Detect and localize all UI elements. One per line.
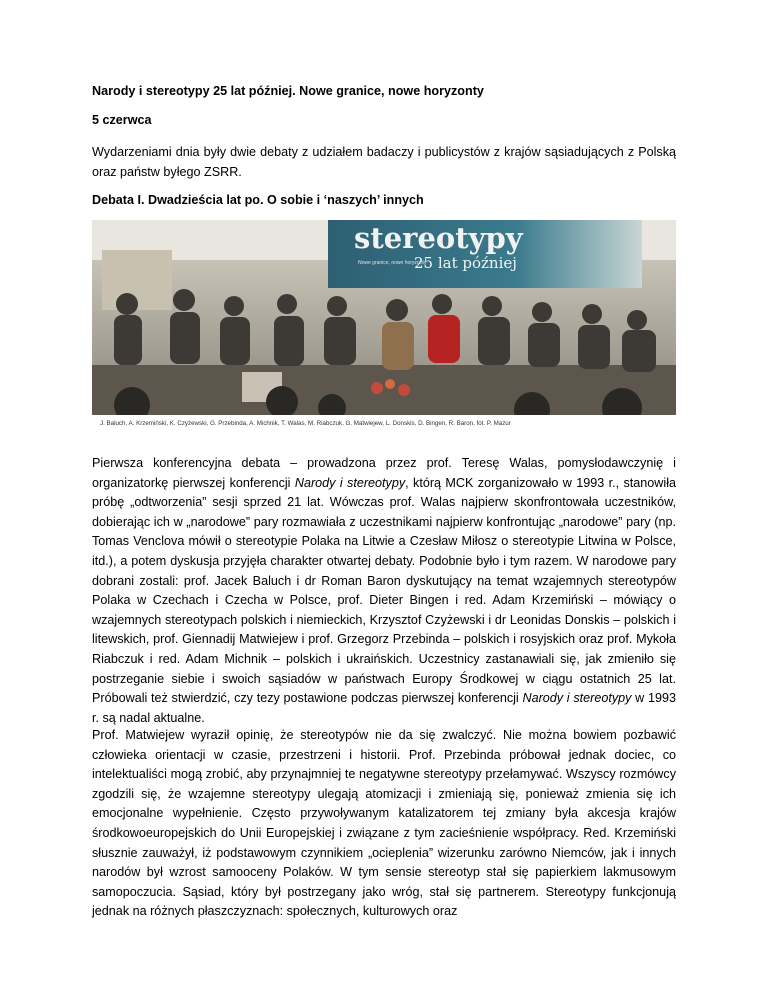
paragraph-1-part-2: , którą MCK zorganizowało w 1993 r., stanowiła próbę „odtworzenia” sesji sprzed 21 lat. Wówczas prof. Walas najpierw skonfrontowała uczestników, dobierając ich w „narodowe” pary rozmawiała z uczestnikami najpierw konfrontując „narodowe” pary (np. Tomas Venclova mówił o stereotypie Polaka na Litwie a Czesław Miłosz o stereotypie Litwina w Polsce, itd.), a potem dyskusja przyjęła charakter otwartej debaty. Podobnie było i tym razem. W narodowe pary dobrani zostali: prof. Jacek Baluch i dr Roman Baron dyskutujący na temat wzajemnych stereotypów Polaka w Czechach i Czecha w Polsce, prof. Dieter Bingen i red. Adam Krzemiński – mówiący o wzajemnych stereotypach polskich i niemieckich, Krzysztof Czyżewski i dr Leonidas Donskis – polskich i litewskich, prof. Giennadij Matwiejew i prof. Grzegorz Przebinda – polskich i rosyjskich oraz prof. Mykoła Riabczuk i red. Adam Michnik – polskich i ukraińskich. Uczestnicy zastanawiali się, jak zmieniło się postrzeganie siebie i swoich sąsiadów w państwach Europy Środkowej w ciągu ostatnich 25 lat. Próbowali też stwierdzić, czy tezy postawione podczas pierwszej konferencji xyxy=(92,475,676,706)
debate-heading: Debata I. Dwadzieścia lat po. O sobie i ‘naszych’ innych xyxy=(92,193,424,207)
banner-small: Nowe granice, nowe horyzonty xyxy=(358,260,427,266)
banner-word: stereotypy xyxy=(354,221,523,255)
paragraph-1-part-1: Pierwsza konferencyjna debata – prowadzona przez prof. Teresę Walas, pomysłodawczynię i organizatorkę pierwszej konferencji xyxy=(92,456,676,490)
document-title: Narody i stereotypy 25 lat później. Nowe granice, nowe horyzonty xyxy=(92,84,484,98)
event-date: 5 czerwca xyxy=(92,113,152,127)
photo-caption: J. Baluch, A. Krzemiński, K. Czyżewski, G. Przebinda, A. Michnik, T. Walas, M. Riabczuk, G. Matwiejew, L. Donskis, D. Bingen, R. Baron, fot. P. Mazur xyxy=(100,420,511,427)
paragraph-1-italic-title-2: Narody i stereotypy xyxy=(522,691,632,706)
paragraph-1-italic-title-1: Narody i stereotypy xyxy=(294,475,406,490)
body-paragraph-2: Prof. Matwiejew wyraził opinię, że stereotypów nie da się zwalczyć. Nie można bowiem pozbawić człowieka orientacji w czasie, przestrzeni i historii. Prof. Przebinda próbował jednak dociec, co intelektualiści mogą zrobić, aby przynajmniej te negatywne stereotypy przełamywać. Wszyscy rozmówcy zgodzili się, że wzajemne stereotypy ulegają atomizacji i zmieniają się, ponieważ zmienia się ich emocjonalne wypełnienie. Często przywoływanym katalizatorem tej zmiany była akcesja krajów środkowoeuropejskich do Unii Europejskiej i związane z tym zacieśnienie współpracy. Red. Krzemiński słusznie zauważył, iż podstawowym czynnikiem „ocieplenia” wizerunku zarówno Niemców, jak i innych narodów był wzrost samooceny Polaków. W tym sensie stereotyp stał się papierkiem lakmusowym samopoczucia. Sąsiad, który był postrzegany jako wróg, stał się partnerem. Stereotypy funkcjonują jednak na różnych płaszczyznach: społecznych, kulturowych oraz xyxy=(92,728,676,919)
photo-caption-bar xyxy=(92,415,676,435)
paragraph-1-part-3: w 1993 r. są nadal aktualne. xyxy=(92,691,677,725)
intro-paragraph: Wydarzeniami dnia były dwie debaty z udziałem badaczy i publicystów z krajów sąsiadujących z Polską oraz państw byłego ZSRR. xyxy=(92,145,676,179)
body-paragraph-1 xyxy=(92,454,676,728)
debate-photo xyxy=(92,220,676,415)
banner-subtitle: 25 lat później xyxy=(414,254,517,272)
